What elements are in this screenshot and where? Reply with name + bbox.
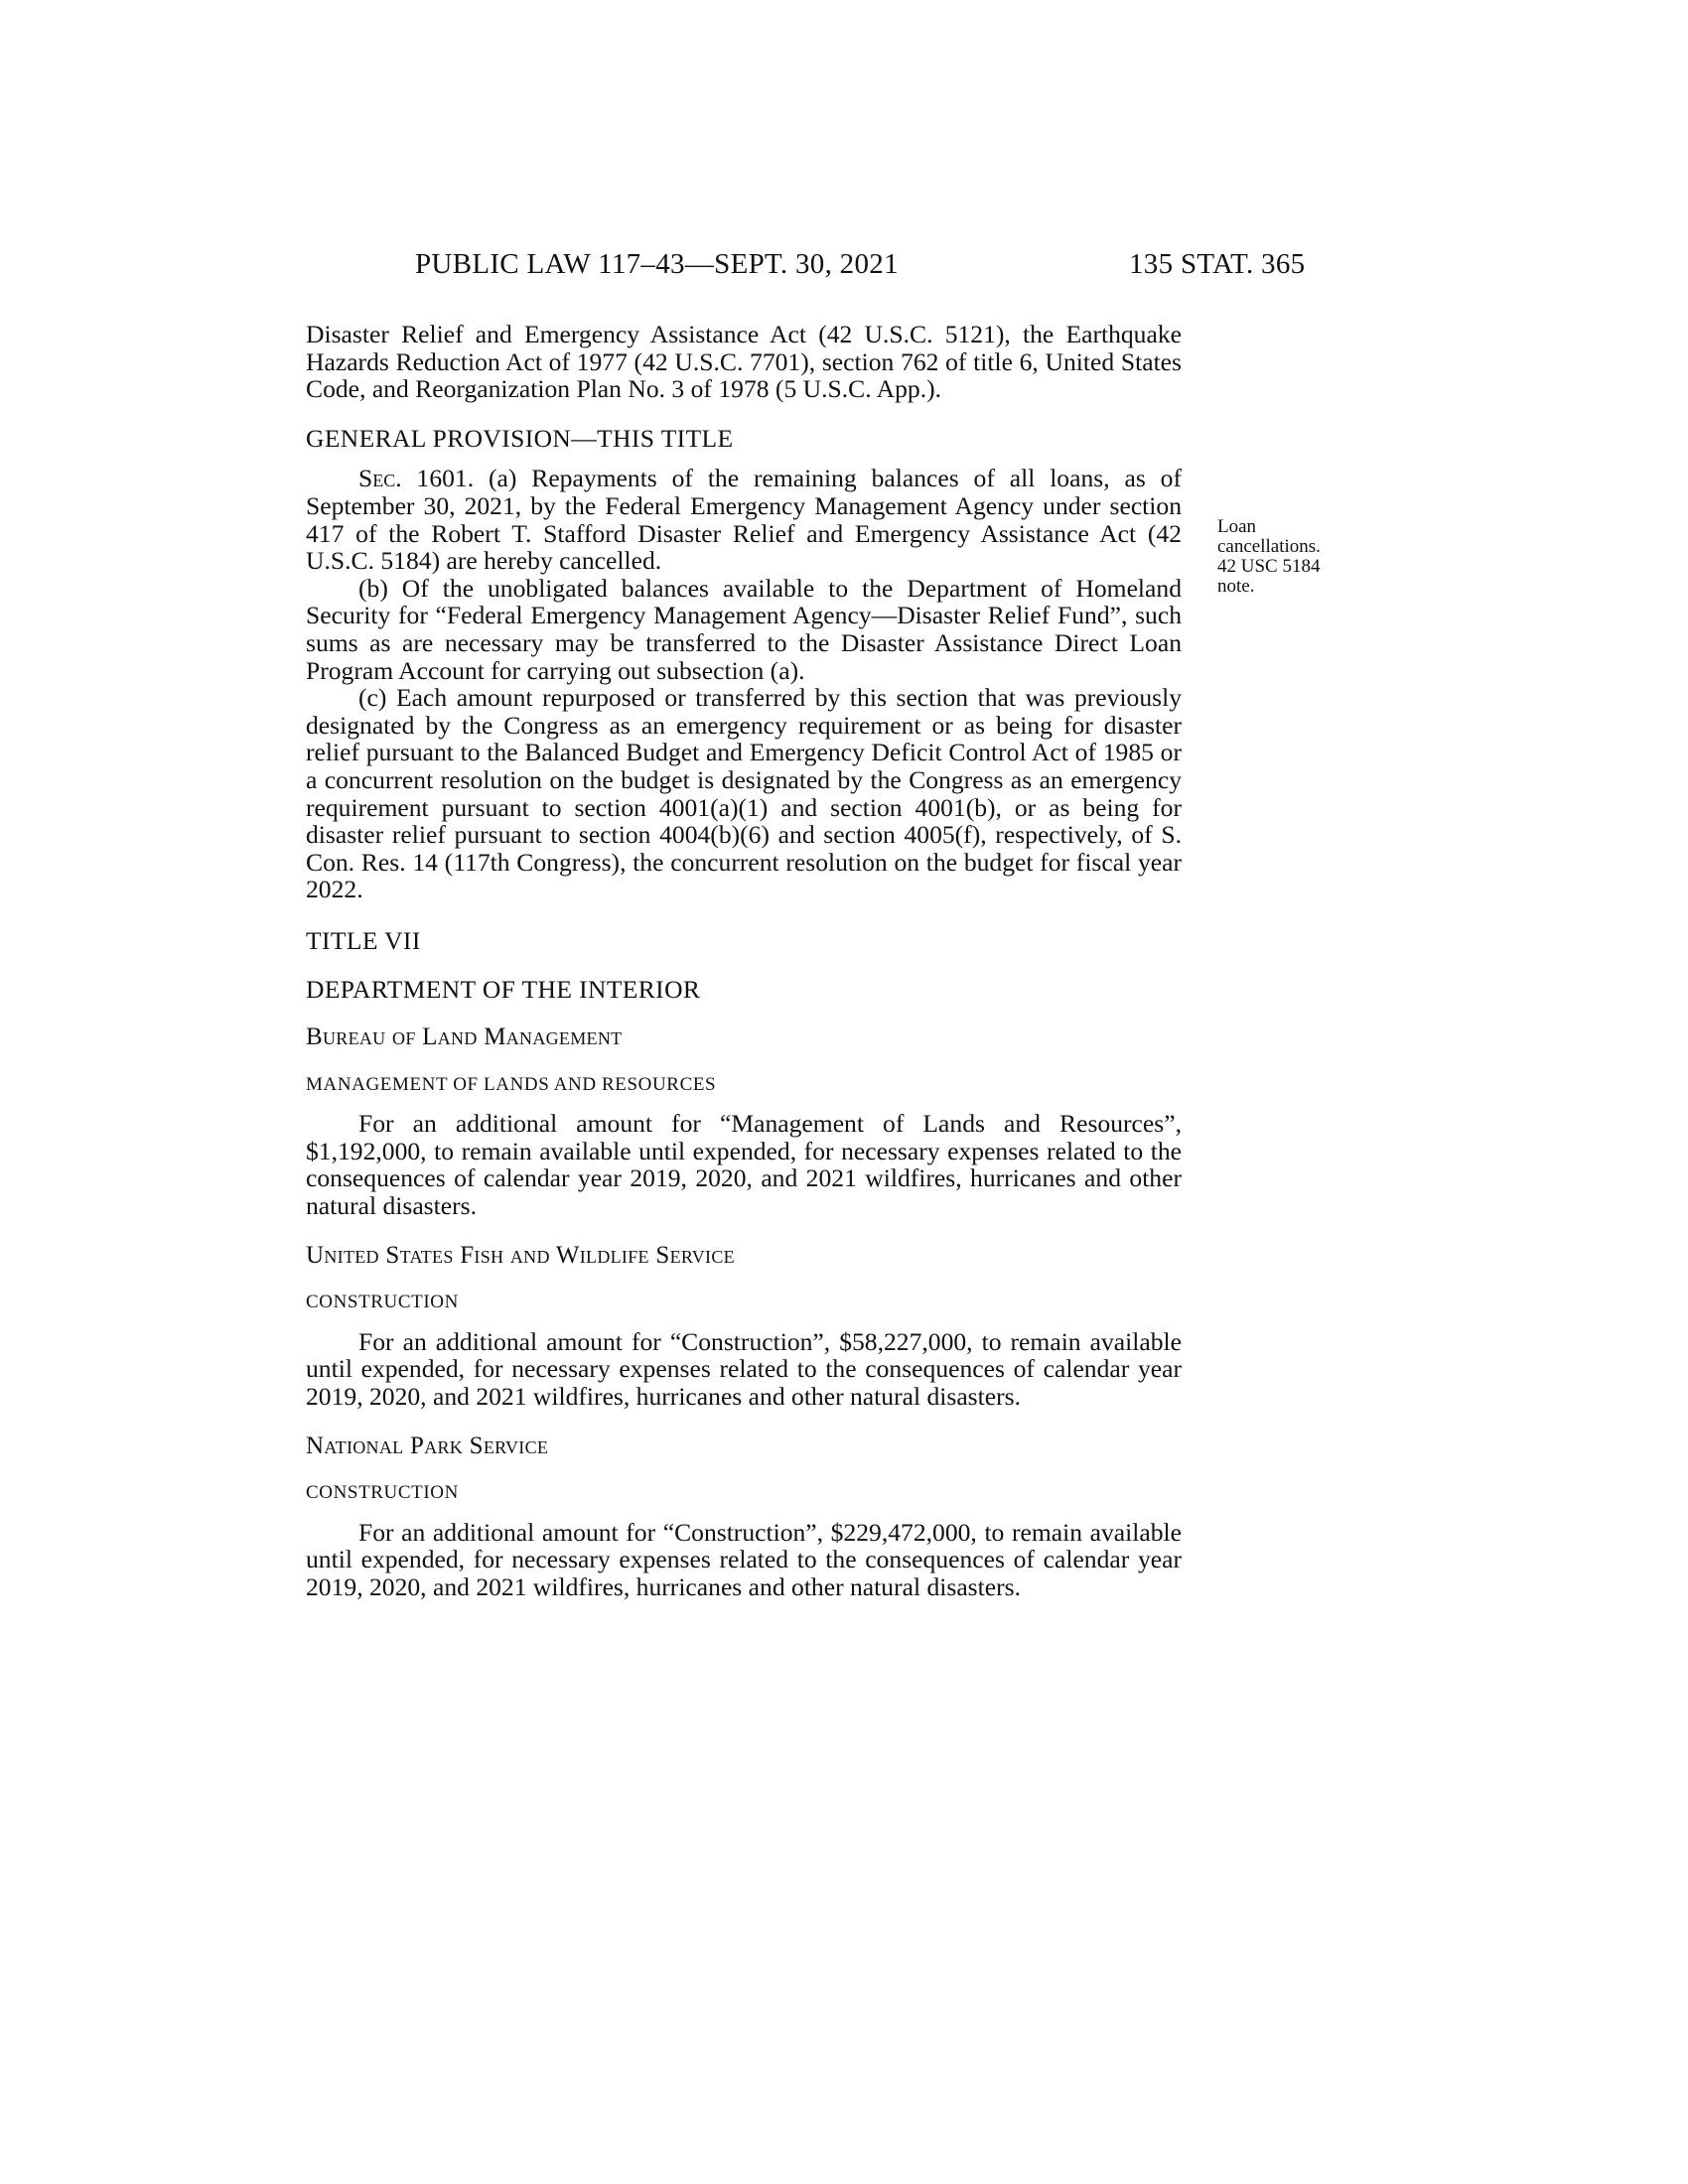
margin-note-line: 42 USC 5184 bbox=[1217, 556, 1321, 577]
fws-appropriation-paragraph: For an additional amount for “Construction”, $58,227,000, to remain available until expended, for necessary expenses related to the consequences of calendar year 2019, 2020, and 2021 wildfires, hurricanes and other natural disasters. bbox=[306, 1326, 1182, 1411]
department-heading: DEPARTMENT OF THE INTERIOR bbox=[306, 975, 701, 1005]
account-heading-blm: MANAGEMENT OF LANDS AND RESOURCES bbox=[306, 1073, 717, 1095]
document-body bbox=[306, 321, 1182, 1601]
margin-note-line: note. bbox=[1217, 576, 1255, 597]
section-1601-paragraph-a bbox=[306, 465, 1182, 574]
section-label: Sec. bbox=[358, 464, 402, 493]
page-header bbox=[0, 248, 1688, 288]
margin-note-line: Loan bbox=[1217, 516, 1257, 537]
continued-paragraph: Disaster Relief and Emergency Assistance Act (42 U.S.C. 5121), the Earthquake Hazards Reduction Act of 1977 (42 U.S.C. 7701), section 762 of title 6, United States Code, and Reorganization Plan No. 3 of 1978 (5 U.S.C. App.). bbox=[306, 320, 1182, 404]
nps-appropriation-paragraph: For an additional amount for “Construction”, $229,472,000, to remain available until expended, for necessary expenses related to the consequences of calendar year 2019, 2020, and 2021 wildfires, hurricanes and other natural disasters. bbox=[306, 1517, 1182, 1601]
agency-heading-fws: United States Fish and Wildlife Service bbox=[306, 1241, 735, 1269]
margin-note-line: cancellations. bbox=[1217, 536, 1321, 557]
section-1601-a-text: 1601. (a) Repayments of the remaining balances of all loans, as of September 30, 2021, by the Federal Emergency Management Agency under section 417 of the Robert T. Stafford Disaster Relief and Emergency Assistance Act (42 U.S.C. 5184) are hereby cancelled. bbox=[306, 464, 1182, 576]
blm-appropriation-paragraph: For an additional amount for “Management of Lands and Resources”, $1,192,000, to remain available until expended, for necessary expenses related to the consequences of calendar year 2019, 2020, and 2021 wildfires, hurricanes and other natural disasters. bbox=[306, 1109, 1182, 1221]
agency-heading-blm: Bureau of Land Management bbox=[306, 1024, 623, 1051]
account-heading-nps: CONSTRUCTION bbox=[306, 1482, 459, 1504]
margin-note bbox=[1217, 517, 1366, 597]
statute-page-reference: 135 STAT. 365 bbox=[1129, 248, 1306, 280]
running-head: PUBLIC LAW 117–43—SEPT. 30, 2021 bbox=[415, 248, 899, 280]
section-1601-paragraph-c: (c) Each amount repurposed or transferred by this section that was previously designated by the Congress as an emergency requirement or as being for disaster relief pursuant to the Balanced Budget and Emergency Deficit Control Act of 1985 or a concurrent resolution on the budget is designated by the Congress as an emergency requirement pursuant to section 4001(a)(1) and section 4001(b), or as being for disaster relief pursuant to section 4004(b)(6) and section 4005(f), respectively, of S. Con. Res. 14 (117th Congress), the concurrent resolution on the budget for fiscal year 2022. bbox=[306, 683, 1182, 904]
agency-heading-nps: National Park Service bbox=[306, 1432, 549, 1459]
account-heading-fws: CONSTRUCTION bbox=[306, 1292, 459, 1313]
section-1601-paragraph-b: (b) Of the unobligated balances available to the Department of Homeland Security for “Federal Emergency Management Agency—Disaster Relief Fund”, such sums as are necessary may be transferred to the Disaster Assistance Direct Loan Program Account for carrying out subsection (a). bbox=[306, 573, 1182, 685]
general-provision-heading: GENERAL PROVISION—THIS TITLE bbox=[306, 423, 734, 453]
title-heading: TITLE VII bbox=[306, 925, 421, 955]
